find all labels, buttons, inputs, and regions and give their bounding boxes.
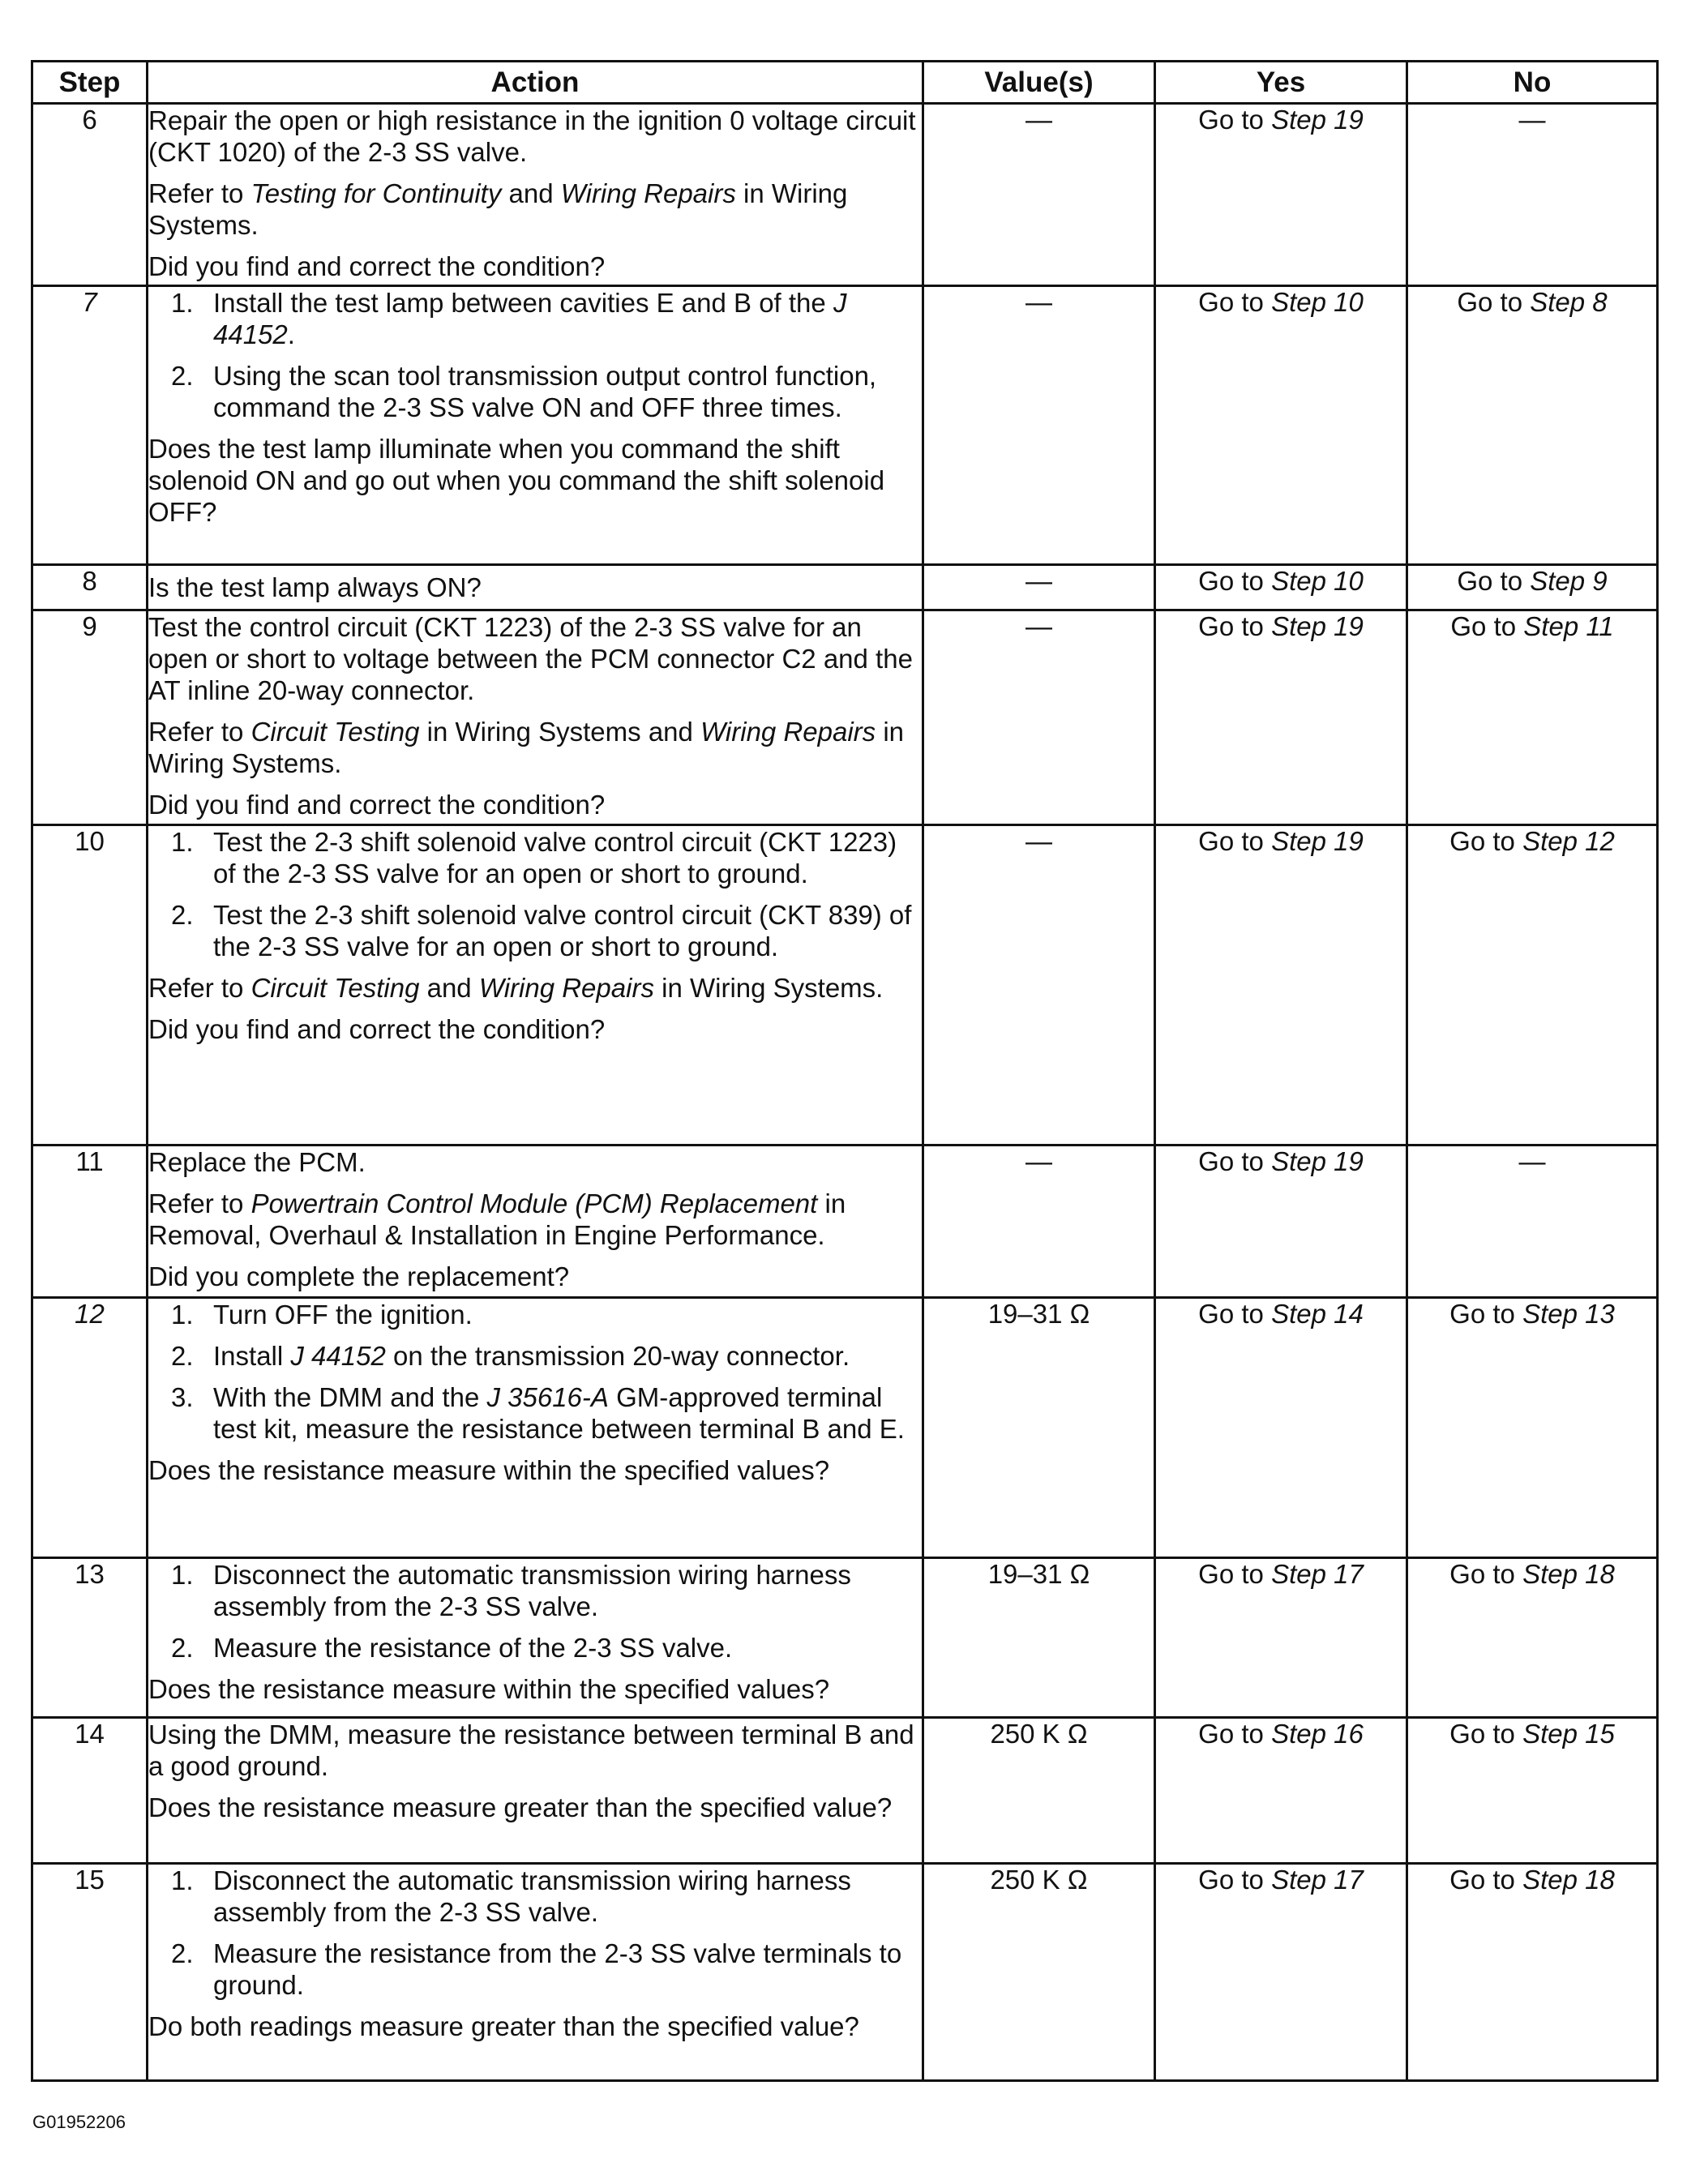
action-cell (148, 565, 923, 610)
no-cell: Go to Step 13 (1407, 1298, 1658, 1558)
step-number: 12 (32, 1298, 148, 1558)
list-item: 1. Test the 2-3 shift solenoid valve control circuit (CKT 1223) of the 2-3 SS valve for an open or short to ground. (171, 827, 897, 889)
figure-id: G01952206 (32, 2112, 126, 2132)
list-item: 2. Install J 44152 on the transmission 20-way connector. (171, 1341, 850, 1371)
step-number: 9 (32, 610, 148, 825)
action-question: Does the resistance measure within the specified values? (148, 1674, 830, 1704)
action-cell (148, 104, 923, 286)
yes-cell: Go to Step 17 (1155, 1558, 1407, 1718)
value-cell: 19–31 Ω (923, 1558, 1155, 1718)
action-reference: Refer to Circuit Testing and Wiring Repairs in Wiring Systems. (148, 973, 884, 1003)
action-reference: Refer to Powertrain Control Module (PCM) Replacement in Removal, Overhaul & Installation in Engine Performance. (148, 1188, 846, 1250)
action-steps (148, 1559, 922, 1664)
list-item: 1. Install the test lamp between cavities E and B of the J 44152. (171, 288, 847, 349)
yes-cell: Go to Step 17 (1155, 1864, 1407, 2081)
yes-cell: Go to Step 19 (1155, 104, 1407, 286)
step-number: 7 (32, 286, 148, 565)
action-cell (148, 1718, 923, 1864)
value-cell: — (923, 610, 1155, 825)
yes-cell: Go to Step 14 (1155, 1298, 1407, 1558)
action-reference: Refer to Circuit Testing in Wiring Systems and Wiring Repairs in Wiring Systems. (148, 717, 905, 778)
header-yes: Yes (1155, 62, 1407, 104)
action-cell (148, 1558, 923, 1718)
table-row (32, 825, 1658, 1146)
step-number: 11 (32, 1146, 148, 1298)
list-item: 1. Disconnect the automatic transmission wiring harness assembly from the 2-3 SS valve. (171, 1865, 851, 1927)
yes-cell: Go to Step 19 (1155, 825, 1407, 1146)
value-cell: — (923, 565, 1155, 610)
action-steps (148, 287, 922, 423)
list-item: 2. Using the scan tool transmission output control function, command the 2-3 SS valve ON and OFF three times. (171, 361, 877, 422)
table-header-row (32, 62, 1658, 104)
list-item: 3. With the DMM and the J 35616-A GM-approved terminal test kit, measure the resistance between terminal B and E. (171, 1382, 905, 1444)
action-question: Did you complete the replacement? (148, 1261, 570, 1291)
action-text: Replace the PCM. (148, 1147, 366, 1177)
step-number: 15 (32, 1864, 148, 2081)
table-row (32, 610, 1658, 825)
no-cell: — (1407, 104, 1658, 286)
yes-cell: Go to Step 19 (1155, 610, 1407, 825)
value-cell: 19–31 Ω (923, 1298, 1155, 1558)
action-cell (148, 286, 923, 565)
no-cell: Go to Step 8 (1407, 286, 1658, 565)
list-item: 1. Turn OFF the ignition. (171, 1300, 473, 1330)
diagnostic-table (31, 60, 1659, 2082)
action-text: Using the DMM, measure the resistance between terminal B and a good ground. (148, 1719, 914, 1781)
action-question: Is the test lamp always ON? (148, 572, 482, 602)
table-row (32, 1558, 1658, 1718)
action-cell (148, 825, 923, 1146)
table-row (32, 565, 1658, 610)
step-number: 10 (32, 825, 148, 1146)
action-text: Repair the open or high resistance in the ignition 0 voltage circuit (CKT 1020) of the 2-3 SS valve. (148, 105, 916, 167)
list-item: 2. Measure the resistance from the 2-3 SS valve terminals to ground. (171, 1938, 902, 2000)
value-cell: — (923, 825, 1155, 1146)
value-cell: — (923, 286, 1155, 565)
no-cell: Go to Step 9 (1407, 565, 1658, 610)
step-number: 14 (32, 1718, 148, 1864)
action-cell (148, 1146, 923, 1298)
value-cell: — (923, 104, 1155, 286)
action-question: Does the resistance measure greater than the specified value? (148, 1792, 893, 1822)
header-action: Action (148, 62, 923, 104)
yes-cell: Go to Step 16 (1155, 1718, 1407, 1864)
action-reference: Refer to Testing for Continuity and Wiring Repairs in Wiring Systems. (148, 178, 848, 240)
action-question: Does the resistance measure within the specified values? (148, 1455, 830, 1485)
yes-cell: Go to Step 19 (1155, 1146, 1407, 1298)
action-question: Did you find and correct the condition? (148, 1014, 606, 1044)
action-text: Test the control circuit (CKT 1223) of the 2-3 SS valve for an open or short to voltage between the PCM connector C2 and the AT inline 20-way connector. (148, 612, 913, 705)
action-question: Did you find and correct the condition? (148, 251, 606, 281)
yes-cell: Go to Step 10 (1155, 286, 1407, 565)
yes-cell: Go to Step 10 (1155, 565, 1407, 610)
action-question: Do both readings measure greater than the specified value? (148, 2011, 859, 2041)
no-cell: Go to Step 12 (1407, 825, 1658, 1146)
no-cell: Go to Step 11 (1407, 610, 1658, 825)
step-number: 6 (32, 104, 148, 286)
action-steps (148, 1299, 922, 1445)
action-question: Does the test lamp illuminate when you command the shift solenoid ON and go out when you command the shift solenoid OFF? (148, 434, 885, 527)
step-number: 8 (32, 565, 148, 610)
table-row (32, 286, 1658, 565)
table-row (32, 1298, 1658, 1558)
header-step: Step (32, 62, 148, 104)
action-question: Did you find and correct the condition? (148, 790, 606, 820)
action-cell (148, 610, 923, 825)
action-cell (148, 1864, 923, 2081)
step-number: 13 (32, 1558, 148, 1718)
no-cell: Go to Step 15 (1407, 1718, 1658, 1864)
no-cell: Go to Step 18 (1407, 1558, 1658, 1718)
no-cell: — (1407, 1146, 1658, 1298)
value-cell: — (923, 1146, 1155, 1298)
table-row (32, 1718, 1658, 1864)
value-cell: 250 K Ω (923, 1864, 1155, 2081)
action-cell (148, 1298, 923, 1558)
list-item: 1. Disconnect the automatic transmission wiring harness assembly from the 2-3 SS valve. (171, 1560, 851, 1621)
value-cell: 250 K Ω (923, 1718, 1155, 1864)
table-row (32, 1864, 1658, 2081)
list-item: 2. Measure the resistance of the 2-3 SS valve. (171, 1633, 733, 1663)
header-no: No (1407, 62, 1658, 104)
header-values: Value(s) (923, 62, 1155, 104)
action-steps (148, 826, 922, 962)
table-row (32, 1146, 1658, 1298)
table-row (32, 104, 1658, 286)
action-steps (148, 1865, 922, 2001)
no-cell: Go to Step 18 (1407, 1864, 1658, 2081)
list-item: 2. Test the 2-3 shift solenoid valve control circuit (CKT 839) of the 2-3 SS valve for an open or short to ground. (171, 900, 912, 961)
